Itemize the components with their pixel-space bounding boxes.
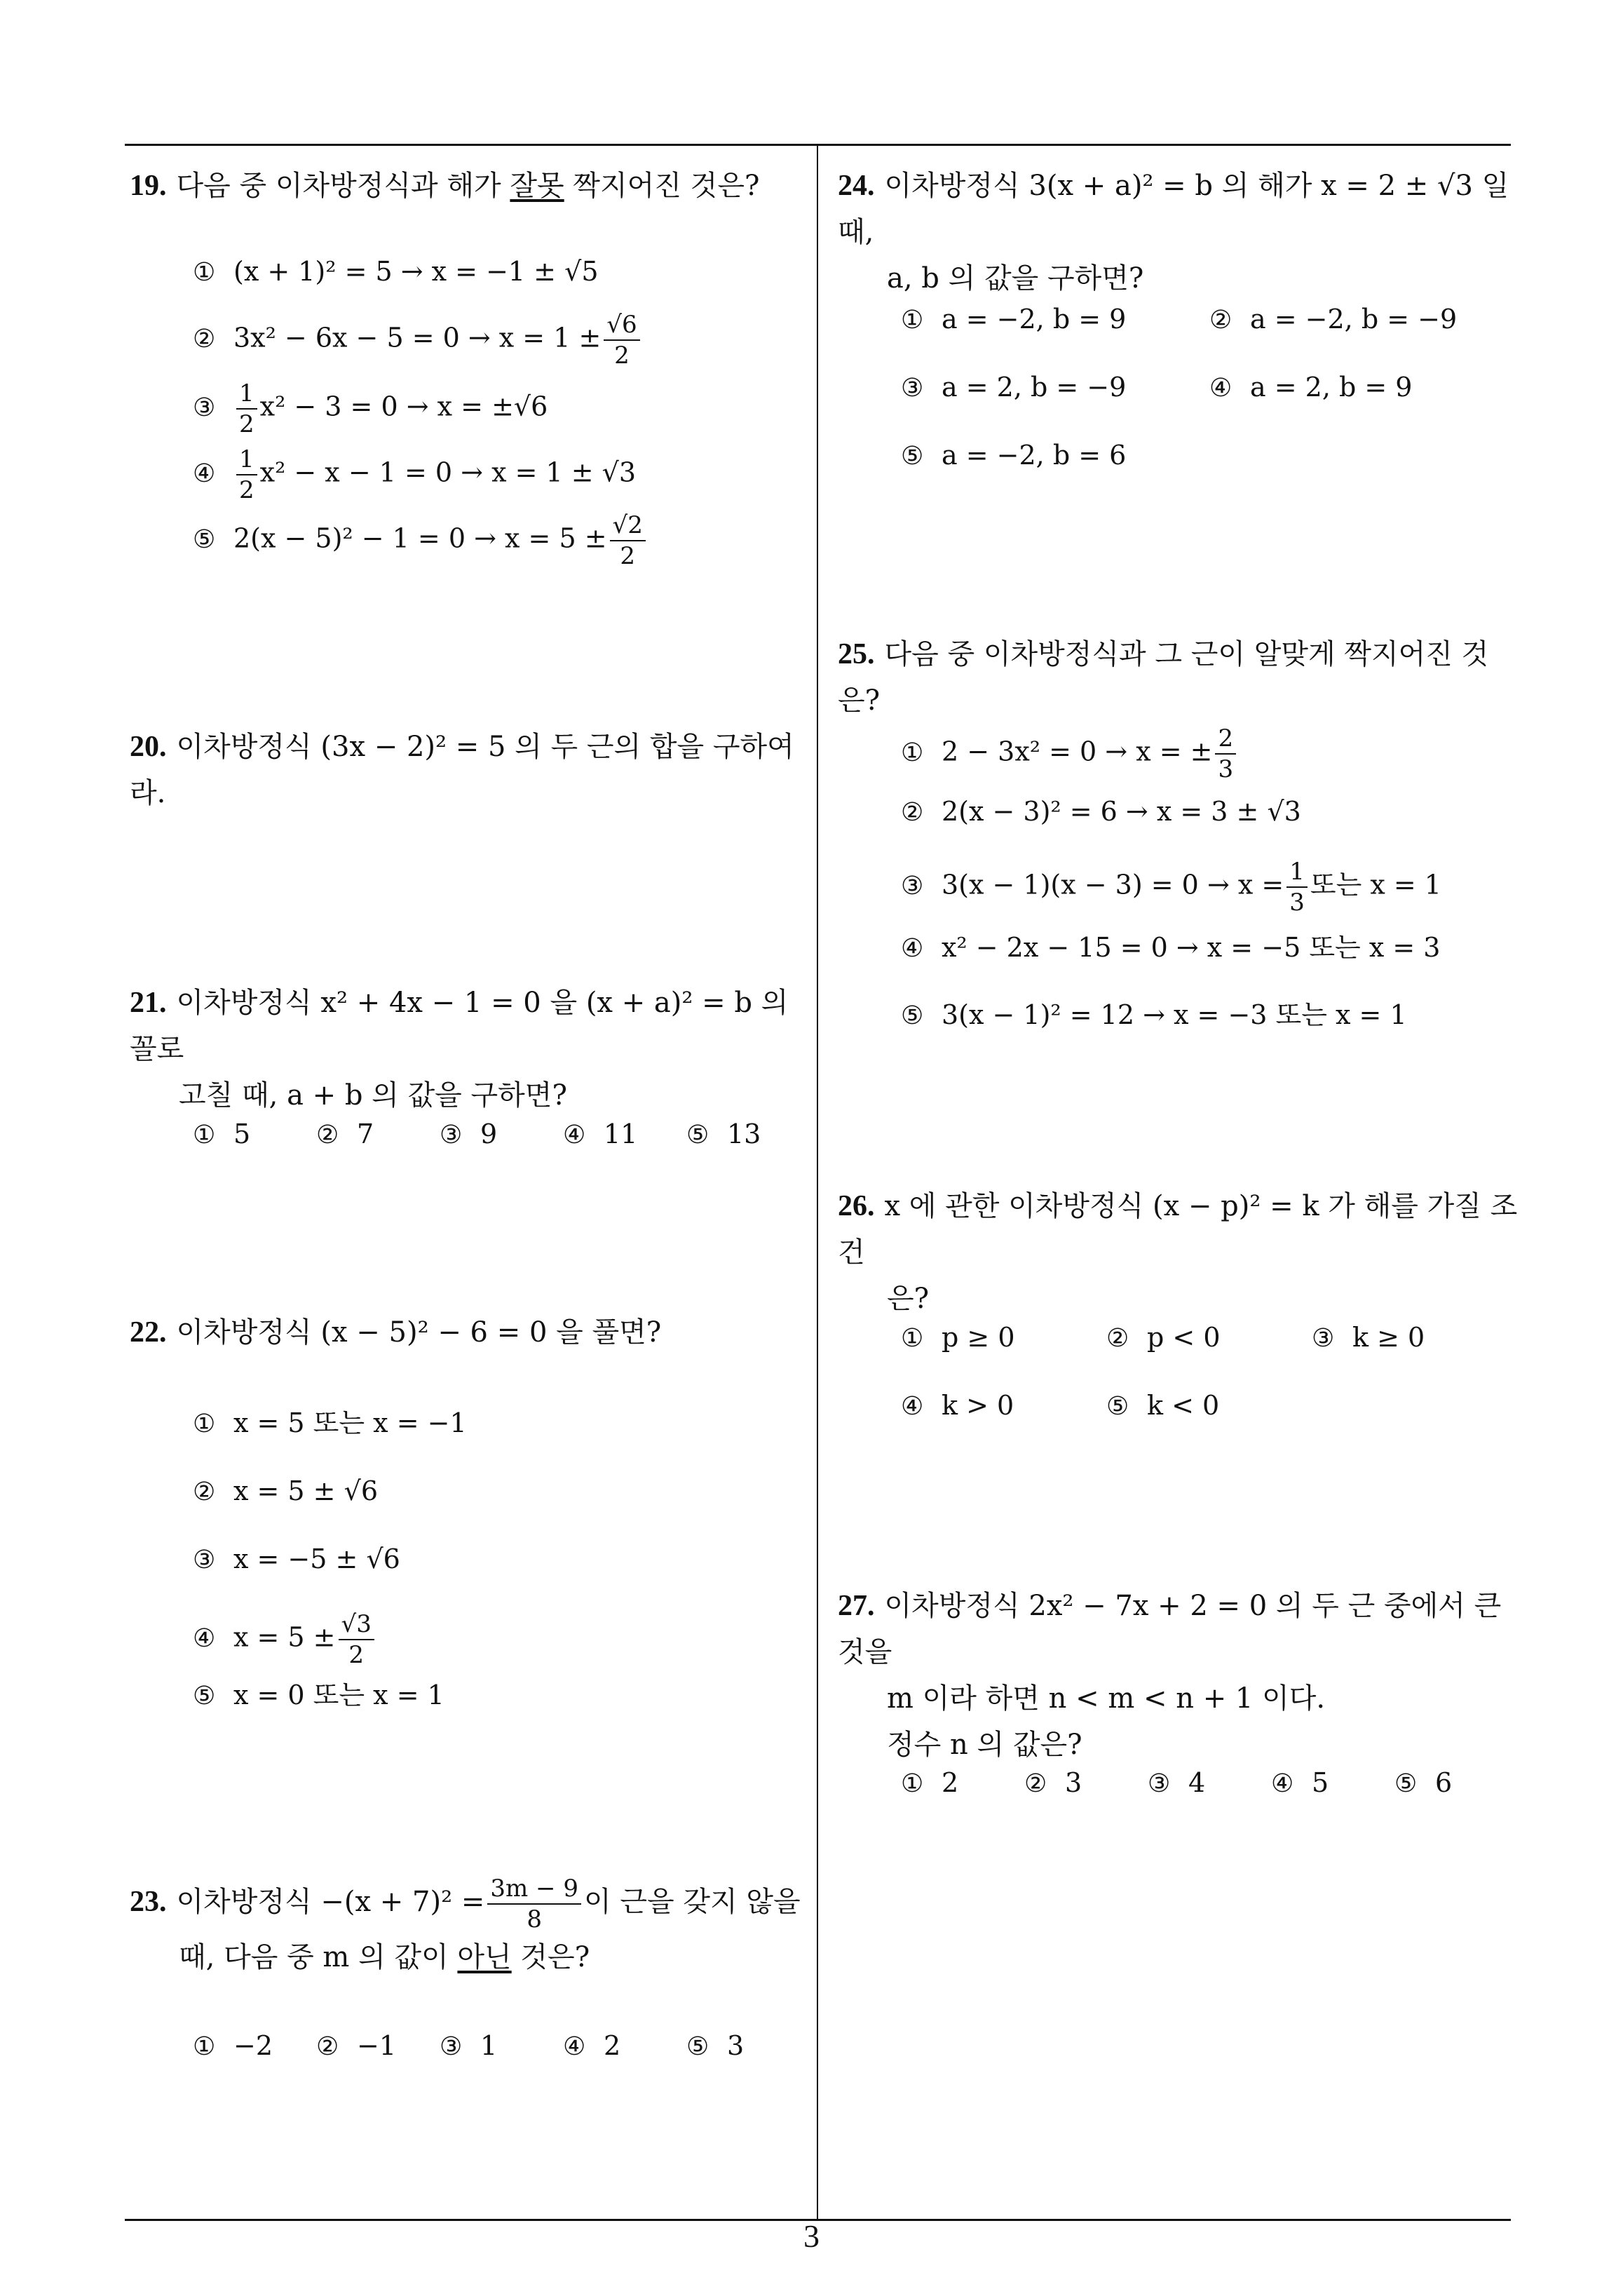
- choice-2[interactable]: ② 2(x − 3)² = 6 → x = 3 ± √3: [901, 796, 1301, 827]
- choice-5[interactable]: ⑤ 6: [1394, 1767, 1453, 1798]
- fraction: $\frac{3m - 9}{8}$: [487, 1874, 581, 1934]
- question-text: 이차방정식 (3x − 2)² = 5 의 두 근의 합을 구하여라.: [130, 731, 794, 809]
- question-24: [838, 163, 1525, 302]
- question-text-line2: 고칠 때, a + b 의 값을 구하면?: [179, 1079, 567, 1112]
- choice-5[interactable]: ⑤ x = 0 또는 x = 1: [193, 1680, 444, 1710]
- choice-1[interactable]: ① 5: [193, 1119, 251, 1149]
- question-21: [130, 980, 813, 1119]
- question-number: 26.: [838, 1190, 875, 1222]
- choice-5[interactable]: ⑤ 3(x − 1)² = 12 → x = −3 또는 x = 1: [901, 999, 1407, 1030]
- underlined-word: 아닌: [457, 1941, 512, 1973]
- choice-1[interactable]: ① 2: [901, 1767, 959, 1798]
- choice-4[interactable]: ④ a = 2, b = 9: [1209, 372, 1413, 403]
- question-text: 이차방정식 x² + 4x − 1 = 0 을 (x + a)² = b 의 꼴로: [130, 987, 789, 1065]
- page-number: 3: [803, 2218, 820, 2254]
- choice-4[interactable]: ④ 11: [563, 1119, 638, 1149]
- choice-2[interactable]: ② 3: [1024, 1767, 1082, 1798]
- choice-1[interactable]: ① 2 − 3x² = 0 → x = ± $\frac{2}{3}$: [901, 724, 1239, 784]
- fraction: $\frac{1}{3}$: [1286, 857, 1308, 917]
- question-text: 이차방정식 3(x + a)² = b 의 해가 x = 2 ± √3 일 때,: [838, 170, 1509, 248]
- fraction: $\frac{1}{2}$: [236, 445, 257, 505]
- question-number: 19.: [130, 170, 167, 202]
- question-number: 25.: [838, 638, 875, 670]
- choice-3[interactable]: ③ 9: [440, 1119, 498, 1149]
- question-25: [838, 631, 1525, 724]
- question-text: 이차방정식 2x² − 7x + 2 = 0 의 두 근 중에서 큰 것을: [838, 1590, 1502, 1668]
- choice-3[interactable]: ③ x = −5 ± √6: [193, 1544, 400, 1574]
- question-20: [130, 724, 813, 816]
- choice-2[interactable]: ② p < 0: [1106, 1322, 1221, 1353]
- column-divider: [817, 144, 818, 2221]
- choice-4[interactable]: ④ $\frac{1}{2}$ x² − x − 1 = 0 → x = 1 ± √3: [193, 445, 637, 504]
- choice-2[interactable]: ② x = 5 ± √6: [193, 1475, 378, 1506]
- question-number: 21.: [130, 987, 167, 1019]
- choice-3[interactable]: ③ 3(x − 1)(x − 3) = 0 → x = $\frac{1}{3}$ 또는 x = 1: [901, 858, 1441, 917]
- question-number: 20.: [130, 731, 167, 763]
- choice-5[interactable]: ⑤ 2(x − 5)² − 1 = 0 → x = 5 ± $\frac{√2}{2}$: [193, 511, 648, 571]
- choice-4[interactable]: ④ 2: [563, 2030, 621, 2061]
- question-text-end: 짝지어진 것은?: [564, 170, 760, 202]
- question-number: 24.: [838, 170, 875, 202]
- choice-3[interactable]: ③ 1: [440, 2030, 498, 2061]
- question-text: 다음 중 이차방정식과 해가: [176, 170, 510, 202]
- question-number: 27.: [838, 1590, 875, 1622]
- choice-4[interactable]: ④ 5: [1271, 1767, 1329, 1798]
- fraction: $\frac{2}{3}$: [1215, 724, 1236, 784]
- choice-1[interactable]: ① x = 5 또는 x = −1: [193, 1407, 467, 1438]
- choice-1[interactable]: ① p ≥ 0: [901, 1322, 1015, 1353]
- choice-1[interactable]: ① −2: [193, 2030, 273, 2061]
- question-text-line2: m 이라 하면 n < m < n + 1 이다.: [887, 1682, 1326, 1715]
- choice-5[interactable]: ⑤ 13: [686, 1119, 761, 1149]
- choice-3[interactable]: ③ k ≥ 0: [1312, 1322, 1425, 1353]
- choice-3[interactable]: ③ a = 2, b = −9: [901, 372, 1127, 403]
- choice-1[interactable]: ① a = −2, b = 9: [901, 304, 1127, 335]
- choice-4[interactable]: ④ k > 0: [901, 1390, 1014, 1421]
- choice-3[interactable]: ③ 4: [1148, 1767, 1206, 1798]
- choice-2[interactable]: ② −1: [316, 2030, 397, 2061]
- choice-1[interactable]: ① (x + 1)² = 5 → x = −1 ± √5: [193, 256, 599, 287]
- choice-5[interactable]: ⑤ k < 0: [1106, 1390, 1220, 1421]
- choice-5[interactable]: ⑤ 3: [686, 2030, 745, 2061]
- question-text-line3: 정수 n 의 값은?: [887, 1729, 1082, 1761]
- choice-5[interactable]: ⑤ a = −2, b = 6: [901, 440, 1127, 471]
- choice-3[interactable]: ③ $\frac{1}{2}$ x² − 3 = 0 → x = ±√6: [193, 379, 548, 438]
- question-text: 이차방정식 (x − 5)² − 6 = 0 을 풀면?: [176, 1316, 662, 1349]
- question-26: [838, 1183, 1525, 1322]
- choice-2[interactable]: ② a = −2, b = −9: [1209, 304, 1458, 335]
- question-number: 23.: [130, 1886, 167, 1918]
- choice-2[interactable]: ② 7: [316, 1119, 374, 1149]
- question-number: 22.: [130, 1316, 167, 1349]
- choice-2[interactable]: ② 3x² − 6x − 5 = 0 → x = 1 ± $\frac{√6}{2}$: [193, 310, 643, 370]
- question-text-line2: 은?: [887, 1283, 930, 1315]
- underlined-word: 잘못: [510, 170, 564, 202]
- fraction: $\frac{√6}{2}$: [604, 310, 639, 370]
- fraction: $\frac{√3}{2}$: [339, 1609, 374, 1670]
- question-19: [130, 163, 813, 209]
- choice-4[interactable]: ④ x² − 2x − 15 = 0 → x = −5 또는 x = 3: [901, 932, 1441, 963]
- question-text: x 에 관한 이차방정식 (x − p)² = k 가 해를 가질 조건: [838, 1190, 1518, 1269]
- question-27: [838, 1583, 1525, 1768]
- question-22: [130, 1309, 813, 1356]
- question-23: 23. 이차방정식 −(x + 7)² = $\frac{3m - 9}{8}$ 이 근을 갖지 않을 때, 다음 중 m 의 값이 아닌 것은?: [130, 1875, 801, 1973]
- question-text: 다음 중 이차방정식과 그 근이 알맞게 짝지어진 것은?: [838, 638, 1489, 717]
- question-text-line2: a, b 의 값을 구하면?: [887, 262, 1144, 295]
- fraction: $\frac{√2}{2}$: [610, 511, 646, 571]
- fraction: $\frac{1}{2}$: [236, 379, 257, 439]
- choice-4[interactable]: ④ x = 5 ± $\frac{√3}{2}$: [193, 1609, 377, 1670]
